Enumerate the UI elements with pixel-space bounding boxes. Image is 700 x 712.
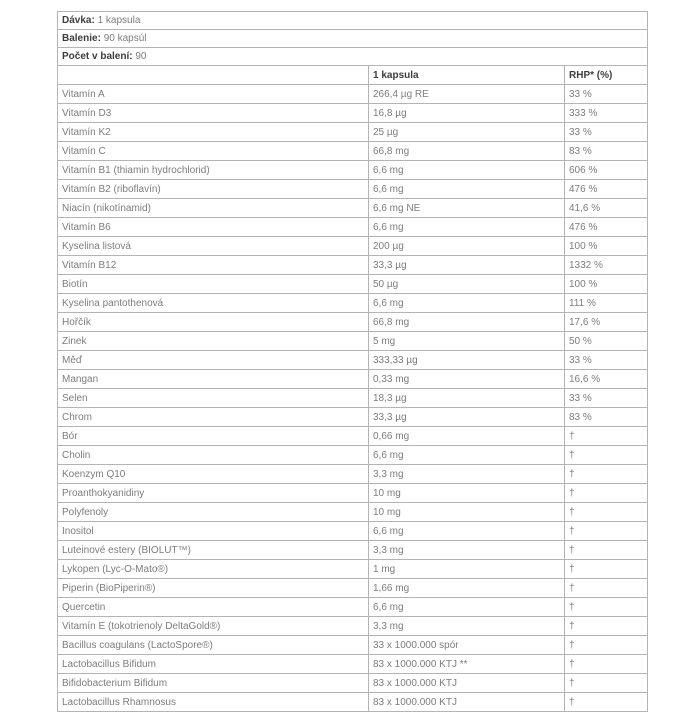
nutrient-amount-cell: 1 mg	[369, 560, 565, 579]
nutrient-rhp-cell: 1332 %	[565, 256, 648, 275]
nutrient-rhp-cell: 606 %	[565, 161, 648, 180]
nutrient-name-cell: Vitamín A	[58, 85, 369, 104]
nutrient-amount-cell: 6,6 mg NE	[369, 199, 565, 218]
nutrient-rhp-cell: †	[565, 579, 648, 598]
nutrient-amount-cell: 10 mg	[369, 503, 565, 522]
nutrient-name-cell: Lykopen (Lyc-O-Mato®)	[58, 560, 369, 579]
table-row	[58, 598, 648, 617]
nutrient-amount-cell: 5 mg	[369, 332, 565, 351]
nutrient-amount-cell: 50 µg	[369, 275, 565, 294]
table-row	[58, 617, 648, 636]
nutrient-name-cell: Vitamín B2 (riboflavín)	[58, 180, 369, 199]
nutrient-amount-cell: 333,33 µg	[369, 351, 565, 370]
table-row	[58, 180, 648, 199]
nutrient-amount-cell: 3,3 mg	[369, 465, 565, 484]
info-row	[58, 48, 648, 66]
nutrient-rhp-cell: 476 %	[565, 180, 648, 199]
nutrient-name-cell: Niacín (nikotínamid)	[58, 199, 369, 218]
table-row	[58, 693, 648, 712]
nutrient-amount-cell: 33,3 µg	[369, 256, 565, 275]
nutrient-name-cell: Chrom	[58, 408, 369, 427]
nutrient-rhp-cell: †	[565, 522, 648, 541]
nutrient-rhp-cell: 33 %	[565, 389, 648, 408]
nutrient-rhp-cell: 83 %	[565, 408, 648, 427]
nutrient-amount-cell: 33,3 µg	[369, 408, 565, 427]
nutrient-rhp-cell: †	[565, 598, 648, 617]
table-row	[58, 104, 648, 123]
nutrient-amount-cell: 83 x 1000.000 KTJ	[369, 674, 565, 693]
nutrient-amount-cell: 66,8 mg	[369, 142, 565, 161]
nutrient-rhp-cell: 476 %	[565, 218, 648, 237]
nutrient-name-cell: Biotín	[58, 275, 369, 294]
nutrient-amount-cell: 6,6 mg	[369, 294, 565, 313]
nutrient-name-cell: Proanthokyanidiny	[58, 484, 369, 503]
column-header-row	[58, 66, 648, 85]
nutrient-amount-cell: 25 µg	[369, 123, 565, 142]
info-cell	[58, 48, 648, 66]
nutrient-name-cell: Inositol	[58, 522, 369, 541]
nutrient-name-cell: Vitamín D3	[58, 104, 369, 123]
nutrient-name-cell: Lactobacillus Rhamnosus	[58, 693, 369, 712]
nutrient-amount-cell: 6,6 mg	[369, 446, 565, 465]
nutrient-rhp-cell: 33 %	[565, 351, 648, 370]
info-label: Balenie:	[62, 33, 101, 44]
nutrient-name-cell: Vitamín B6	[58, 218, 369, 237]
supplement-facts-panel	[57, 11, 648, 712]
table-row	[58, 465, 648, 484]
nutrient-amount-cell: 6,6 mg	[369, 180, 565, 199]
nutrient-name-cell: Cholin	[58, 446, 369, 465]
nutrient-name-cell: Měď	[58, 351, 369, 370]
nutrient-name-cell: Luteinové estery (BIOLUT™)	[58, 541, 369, 560]
nutrient-amount-cell: 83 x 1000.000 KTJ	[369, 693, 565, 712]
nutrient-name-cell: Lactobacillus Bifidum	[58, 655, 369, 674]
table-row	[58, 579, 648, 598]
nutrient-rhp-cell: †	[565, 446, 648, 465]
nutrient-name-cell: Hořčík	[58, 313, 369, 332]
table-row	[58, 161, 648, 180]
nutrient-amount-cell: 33 x 1000.000 spór	[369, 636, 565, 655]
nutrient-rhp-cell: 33 %	[565, 85, 648, 104]
table-row	[58, 351, 648, 370]
nutrient-amount-cell: 18,3 µg	[369, 389, 565, 408]
nutrient-amount-cell: 3,3 mg	[369, 541, 565, 560]
table-row	[58, 389, 648, 408]
nutrient-amount-cell: 0,33 mg	[369, 370, 565, 389]
nutrient-name-cell: Vitamín K2	[58, 123, 369, 142]
nutrient-rhp-cell: 16,6 %	[565, 370, 648, 389]
table-row	[58, 199, 648, 218]
nutrient-name-cell: Bór	[58, 427, 369, 446]
supplement-facts-table	[57, 11, 648, 712]
nutrient-rhp-cell: 50 %	[565, 332, 648, 351]
table-row	[58, 674, 648, 693]
header-empty-cell	[58, 66, 369, 85]
nutrient-amount-cell: 266,4 µg RE	[369, 85, 565, 104]
nutrient-name-cell: Mangan	[58, 370, 369, 389]
info-row	[58, 30, 648, 48]
nutrient-rhp-cell: 100 %	[565, 275, 648, 294]
table-row	[58, 332, 648, 351]
nutrient-amount-cell: 0,66 mg	[369, 427, 565, 446]
nutrient-amount-cell: 200 µg	[369, 237, 565, 256]
nutrient-amount-cell: 83 x 1000.000 KTJ **	[369, 655, 565, 674]
nutrient-rhp-cell: †	[565, 655, 648, 674]
table-row	[58, 85, 648, 104]
table-row	[58, 294, 648, 313]
nutrient-amount-cell: 66,8 mg	[369, 313, 565, 332]
nutrient-amount-cell: 3,3 mg	[369, 617, 565, 636]
nutrient-rhp-cell: †	[565, 484, 648, 503]
nutrient-rhp-cell: †	[565, 541, 648, 560]
nutrient-amount-cell: 6,6 mg	[369, 522, 565, 541]
table-row	[58, 541, 648, 560]
nutrient-amount-cell: 6,6 mg	[369, 598, 565, 617]
info-value: 1 kapsula	[97, 15, 141, 26]
info-cell	[58, 12, 648, 30]
nutrient-amount-cell: 16,8 µg	[369, 104, 565, 123]
table-row	[58, 427, 648, 446]
table-row	[58, 370, 648, 389]
nutrient-rhp-cell: 100 %	[565, 237, 648, 256]
table-row	[58, 256, 648, 275]
table-row	[58, 446, 648, 465]
nutrient-name-cell: Vitamín E (tokotrienoly DeltaGold®)	[58, 617, 369, 636]
nutrient-name-cell: Piperin (BioPiperin®)	[58, 579, 369, 598]
nutrient-name-cell: Polyfenoly	[58, 503, 369, 522]
nutrient-name-cell: Vitamín C	[58, 142, 369, 161]
nutrient-amount-cell: 6,6 mg	[369, 161, 565, 180]
nutrient-amount-cell: 1,66 mg	[369, 579, 565, 598]
nutrient-rhp-cell: †	[565, 560, 648, 579]
nutrient-name-cell: Zinek	[58, 332, 369, 351]
nutrient-rhp-cell: 83 %	[565, 142, 648, 161]
table-row	[58, 237, 648, 256]
nutrient-rhp-cell: †	[565, 674, 648, 693]
table-row	[58, 655, 648, 674]
table-row	[58, 408, 648, 427]
nutrient-rhp-cell: †	[565, 636, 648, 655]
nutrient-name-cell: Quercetin	[58, 598, 369, 617]
nutrient-rhp-cell: 333 %	[565, 104, 648, 123]
table-row	[58, 484, 648, 503]
table-row	[58, 142, 648, 161]
nutrient-name-cell: Vitamín B12	[58, 256, 369, 275]
nutrient-rhp-cell: †	[565, 465, 648, 484]
nutrient-rhp-cell: 33 %	[565, 123, 648, 142]
nutrient-rhp-cell: †	[565, 427, 648, 446]
table-row	[58, 560, 648, 579]
nutrient-name-cell: Koenzym Q10	[58, 465, 369, 484]
table-row	[58, 522, 648, 541]
nutrient-rhp-cell: 41,6 %	[565, 199, 648, 218]
nutrient-amount-cell: 6,6 mg	[369, 218, 565, 237]
nutrient-rhp-cell: †	[565, 617, 648, 636]
nutrient-rhp-cell: 17,6 %	[565, 313, 648, 332]
nutrient-rhp-cell: †	[565, 693, 648, 712]
nutrient-rhp-cell: 111 %	[565, 294, 648, 313]
nutrient-name-cell: Vitamín B1 (thiamin hydrochlorid)	[58, 161, 369, 180]
nutrient-amount-cell: 10 mg	[369, 484, 565, 503]
info-row	[58, 12, 648, 30]
info-value: 90	[135, 51, 147, 62]
nutrient-rhp-cell: †	[565, 503, 648, 522]
table-row	[58, 313, 648, 332]
table-row	[58, 123, 648, 142]
table-row	[58, 636, 648, 655]
header-rhp-cell: RHP* (%)	[565, 66, 648, 85]
nutrient-name-cell: Kyselina listová	[58, 237, 369, 256]
nutrient-name-cell: Selen	[58, 389, 369, 408]
table-row	[58, 218, 648, 237]
info-label: Počet v balení:	[62, 51, 133, 62]
nutrient-name-cell: Bacillus coagulans (LactoSpore®)	[58, 636, 369, 655]
info-label: Dávka:	[62, 15, 95, 26]
table-row	[58, 275, 648, 294]
nutrient-name-cell: Kyselina pantothenová	[58, 294, 369, 313]
header-amount-cell: 1 kapsula	[369, 66, 565, 85]
table-row	[58, 503, 648, 522]
info-cell	[58, 30, 648, 48]
info-value: 90 kapsúl	[103, 33, 147, 44]
nutrient-name-cell: Bifidobacterium Bifidum	[58, 674, 369, 693]
